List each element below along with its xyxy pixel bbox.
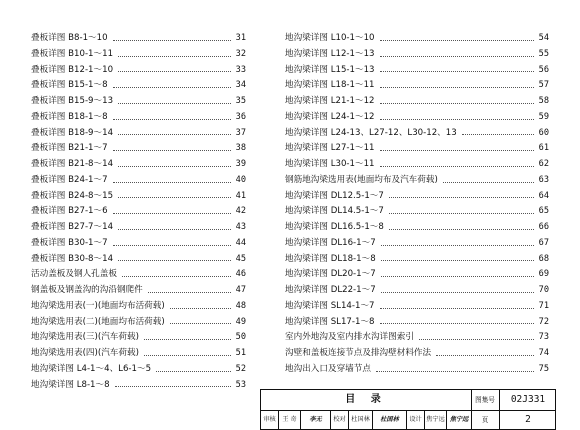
toc-entry-title: 地沟梁详图 DL12.5-1～7: [285, 190, 384, 201]
toc-entry-title: 叠板详图 B8-1～10: [31, 33, 108, 44]
toc-entry-page: 48: [235, 300, 246, 311]
toc-entry: [31, 185, 246, 201]
toc-entry: [31, 90, 246, 106]
dot-leader: [380, 323, 534, 324]
dot-leader: [113, 87, 231, 88]
toc-entry-title: 地沟梁选用表(四)(汽车荷载): [31, 348, 139, 359]
toc-entry-page: 69: [538, 269, 549, 280]
toc-entry: [285, 27, 549, 43]
toc-entry-title: 地沟梁详图 L27-1～11: [285, 143, 375, 154]
toc-entry-title: 叠板详图 B30-1～7: [31, 237, 108, 248]
toc-entry-title: 叠板详图 B15-9～13: [31, 96, 114, 107]
review-label: 审核: [261, 410, 279, 429]
dot-leader: [381, 245, 534, 246]
signature-row: [261, 410, 471, 429]
toc-entry-page: 55: [538, 48, 549, 59]
toc-entry-title: 地沟梁详图 L18-1～11: [285, 80, 375, 91]
toc-entry-title: 活动盖板及钢人孔盖板: [31, 269, 117, 280]
toc-entry-page: 35: [235, 96, 246, 107]
toc-entry: [31, 279, 246, 295]
check-label: 校对: [331, 410, 349, 429]
toc-entry-title: 地沟梁详图 L21-1～12: [285, 96, 375, 107]
toc-entry-page: 73: [538, 332, 549, 343]
toc-entry-page: 33: [235, 64, 246, 75]
dot-leader: [380, 40, 534, 41]
toc-entry-title: 叠板详图 B18-1～8: [31, 111, 108, 122]
design-name: 焦宁远: [425, 410, 447, 429]
design-label: 设计: [407, 410, 425, 429]
toc-entry: [285, 200, 549, 216]
toc-entry-title: 叠板详图 B12-1～10: [31, 64, 114, 75]
toc-entry-title: 地沟梁详图 L15-1～13: [285, 64, 375, 75]
toc-entry-title: 叠板详图 B30-8～14: [31, 253, 114, 264]
toc-entry-page: 42: [235, 206, 246, 217]
toc-entry: [285, 248, 549, 264]
dot-leader: [380, 71, 534, 72]
dot-leader: [113, 213, 231, 214]
toc-entry-page: 65: [538, 206, 549, 217]
dot-leader: [113, 245, 231, 246]
toc-entry: [285, 59, 549, 75]
toc-entry-title: 叠板详图 B27-7～14: [31, 222, 114, 233]
dot-leader: [380, 56, 534, 57]
toc-entry: [31, 43, 246, 59]
toc-entry-title: 叠板详图 B21-8～14: [31, 159, 114, 170]
dot-leader: [419, 339, 534, 340]
toc-entry-page: 52: [235, 363, 246, 374]
toc-entry: [285, 342, 549, 358]
toc-entry: [31, 137, 246, 153]
toc-entry-title: 地沟梁详图 SL14-1～7: [285, 300, 375, 311]
toc-entry-page: 43: [235, 222, 246, 233]
dot-leader: [118, 134, 231, 135]
toc-entry-title: 地沟梁选用表(一)(地面均布活荷载): [31, 300, 165, 311]
page-number: 2: [525, 414, 531, 425]
dot-leader: [122, 276, 231, 277]
toc-entry-page: 54: [538, 33, 549, 44]
toc-entry-title: 叠板详图 B24-8～15: [31, 190, 114, 201]
toc-entry-page: 71: [538, 300, 549, 311]
dot-leader: [436, 355, 534, 356]
toc-entry: [285, 169, 549, 185]
check-name: 杜国林: [349, 410, 373, 429]
dot-leader: [118, 103, 231, 104]
toc-entry: [31, 169, 246, 185]
dot-leader: [148, 292, 231, 293]
toc-entry: [31, 263, 246, 279]
toc-entry: [31, 216, 246, 232]
toc-entry-page: 34: [235, 80, 246, 91]
page-title: 目 录: [345, 394, 387, 405]
dot-leader: [443, 182, 534, 183]
toc-entry-title: 叠板详图 B27-1～6: [31, 206, 108, 217]
atlas-number: 02J331: [510, 394, 546, 405]
toc-entry: [31, 232, 246, 248]
dot-leader: [156, 371, 231, 372]
dot-leader: [144, 339, 231, 340]
toc-entry: [285, 279, 549, 295]
toc-entry-page: 31: [235, 33, 246, 44]
dot-leader: [118, 71, 231, 72]
toc-entry: [285, 185, 549, 201]
toc-entry-page: 62: [538, 159, 549, 170]
toc-entry-title: 地沟出入口及穿墙节点: [285, 363, 371, 374]
toc-entry-page: 49: [235, 316, 246, 327]
toc-entry: [31, 342, 246, 358]
toc-entry: [285, 43, 549, 59]
dot-leader: [113, 40, 231, 41]
toc-entry-title: 叠板详图 B21-1～7: [31, 143, 108, 154]
toc-entry-page: 59: [538, 111, 549, 122]
toc-entry-page: 68: [538, 253, 549, 264]
toc-entry-title: 钢盖板及钢盖沟的沟沿钢爬件: [31, 285, 143, 296]
dot-leader: [389, 229, 534, 230]
toc-entry: [285, 90, 549, 106]
toc-entry-page: 74: [538, 348, 549, 359]
dot-leader: [118, 229, 231, 230]
toc-entry-page: 32: [235, 48, 246, 59]
dot-leader: [113, 150, 231, 151]
toc-entry: [285, 326, 549, 342]
toc-entry-title: 地沟梁详图 SL17-1～8: [285, 316, 375, 327]
toc-entry-page: 66: [538, 222, 549, 233]
dot-leader: [381, 260, 534, 261]
toc-entry-page: 63: [538, 174, 549, 185]
toc-entry-title: 沟壁和盖板连接节点及排沟壁材料作法: [285, 348, 432, 359]
toc-entry: [285, 216, 549, 232]
toc-entry-page: 39: [235, 159, 246, 170]
toc-entry: [31, 311, 246, 327]
toc-entry-title: 地沟梁详图 DL16.5-1～8: [285, 222, 384, 233]
toc-entry-page: 57: [538, 80, 549, 91]
toc-entry-page: 70: [538, 285, 549, 296]
toc-entry-page: 61: [538, 143, 549, 154]
dot-leader: [380, 103, 534, 104]
toc-entry-page: 64: [538, 190, 549, 201]
dot-leader: [389, 213, 534, 214]
toc-entry-page: 47: [235, 285, 246, 296]
review-name: 王 奇: [279, 410, 301, 429]
dot-leader: [144, 355, 231, 356]
toc-entry-page: 36: [235, 111, 246, 122]
dot-leader: [380, 308, 534, 309]
toc-entry: [285, 153, 549, 169]
toc-entry-title: 地沟梁详图 DL14.5-1～7: [285, 206, 384, 217]
review-signature: 李无: [301, 410, 331, 429]
dot-leader: [118, 260, 231, 261]
toc-entry-title: 地沟梁详图 DL16-1～7: [285, 237, 376, 248]
toc-entry: [285, 106, 549, 122]
dot-leader: [380, 150, 534, 151]
dot-leader: [115, 386, 231, 387]
toc-entry: [31, 326, 246, 342]
toc-entry-title: 地沟梁选用表(三)(汽车荷载): [31, 332, 139, 343]
design-signature: 焦宁远: [449, 416, 469, 423]
dot-leader: [113, 119, 231, 120]
toc-entry-title: 叠板详图 B24-1～7: [31, 174, 108, 185]
toc-entry: [31, 106, 246, 122]
toc-entry: [285, 311, 549, 327]
toc-left-column: [31, 27, 246, 389]
toc-entry: [31, 153, 246, 169]
toc-entry: [31, 248, 246, 264]
toc-entry: [31, 358, 246, 374]
dot-leader: [118, 166, 231, 167]
toc-entry-page: 50: [235, 332, 246, 343]
dot-leader: [376, 371, 534, 372]
toc-entry-title: 地沟梁详图 L12-1～13: [285, 48, 375, 59]
check-signature: 杜国林: [373, 410, 407, 429]
dot-leader: [381, 292, 534, 293]
toc-entry-title: 地沟梁详图 L24-1～12: [285, 111, 375, 122]
toc-right-column: [285, 27, 549, 374]
toc-entry: [285, 295, 549, 311]
toc-entry: [31, 27, 246, 43]
page-label: 页: [481, 416, 489, 424]
toc-entry: [285, 263, 549, 279]
dot-leader: [380, 166, 534, 167]
toc-entry-page: 58: [538, 96, 549, 107]
toc-entry-title: 叠板详图 B18-9～14: [31, 127, 114, 138]
toc-entry-page: 41: [235, 190, 246, 201]
toc-entry-page: 67: [538, 237, 549, 248]
toc-entry: [285, 358, 549, 374]
toc-entry-title: 地沟梁详图 L10-1～10: [285, 33, 375, 44]
toc-entry-page: 37: [235, 127, 246, 138]
dot-leader: [118, 56, 231, 57]
dot-leader: [170, 308, 231, 309]
toc-entry-title: 地沟梁详图 DL20-1～7: [285, 269, 376, 280]
toc-entry: [31, 122, 246, 138]
toc-entry-page: 44: [235, 237, 246, 248]
toc-entry-title: 地沟梁详图 L24-13、L27-12、L30-12、13: [285, 127, 457, 138]
toc-entry-title: 室内外地沟及室内排水沟详图索引: [285, 332, 414, 343]
toc-entry-page: 60: [538, 127, 549, 138]
toc-entry-page: 51: [235, 348, 246, 359]
toc-entry-page: 56: [538, 64, 549, 75]
toc-entry-page: 38: [235, 143, 246, 154]
toc-entry-title: 叠板详图 B15-1～8: [31, 80, 108, 91]
toc-entry-title: 地沟梁详图 L4-1～4、L6-1～5: [31, 363, 152, 374]
toc-entry: [285, 137, 549, 153]
toc-entry-page: 40: [235, 174, 246, 185]
toc-entry-page: 75: [538, 363, 549, 374]
toc-entry-title: 地沟梁详图 DL18-1～8: [285, 253, 376, 264]
toc-entry-page: 45: [235, 253, 246, 264]
toc-entry-title: 地沟梁详图 L8-1～8: [31, 379, 110, 390]
toc-entry: [31, 59, 246, 75]
dot-leader: [113, 182, 231, 183]
toc-entry: [31, 200, 246, 216]
dot-leader: [118, 197, 231, 198]
toc-entry: [31, 374, 246, 390]
dot-leader: [380, 119, 534, 120]
toc-entry-page: 53: [235, 379, 246, 390]
dot-leader: [380, 87, 534, 88]
toc-entry: [31, 295, 246, 311]
toc-entry-title: 地沟梁选用表(二)(地面均布活荷载): [31, 316, 165, 327]
toc-entry: [285, 122, 549, 138]
dot-leader: [381, 276, 534, 277]
toc-entry-title: 地沟梁详图 DL22-1～7: [285, 285, 376, 296]
dot-leader: [389, 197, 534, 198]
toc-entry-page: 72: [538, 316, 549, 327]
atlas-label: 图集号: [475, 396, 495, 404]
dot-leader: [170, 323, 231, 324]
toc-entry-title: 钢筋地沟梁选用表(地面均布及汽车荷载): [285, 174, 438, 185]
toc-entry-page: 46: [235, 269, 246, 280]
toc-entry: [31, 74, 246, 90]
toc-entry-title: 地沟梁详图 L30-1～11: [285, 159, 375, 170]
toc-entry: [285, 74, 549, 90]
toc-entry-title: 叠板详图 B10-1～11: [31, 48, 114, 59]
toc-entry: [285, 232, 549, 248]
dot-leader: [462, 134, 534, 135]
